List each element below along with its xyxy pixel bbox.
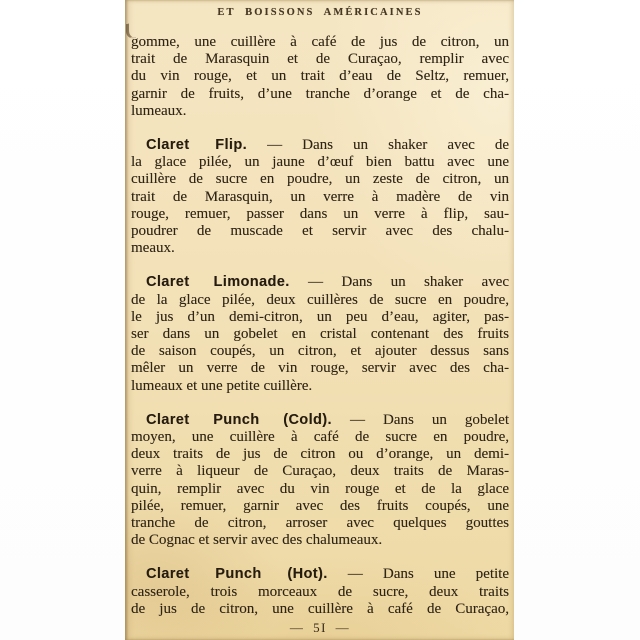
text-line: de Cognac et servir avec des chalumeaux. <box>131 532 383 549</box>
text-line: le jus d’un demi-citron, un peu d’eau, agiter, pas- <box>131 308 509 325</box>
text-line: moyen, une cuillère à café de sucre en poudre, <box>131 429 509 446</box>
text-line: ser dans un gobelet en cristal contenant des fruits <box>131 326 509 343</box>
book-page <box>125 0 514 640</box>
text-line: pilée, remuer, garnir avec des fruits coupés, une <box>131 497 509 514</box>
text-line: trait de Marasquin, un verre à madère de vin <box>131 188 509 205</box>
text-line: deux traits de jus de citron ou d’orange, un demi- <box>131 446 509 463</box>
text-line: lumeaux et une petite cuillère. <box>131 377 313 394</box>
text-line: casserole, trois morceaux de sucre, deux traits <box>131 583 509 600</box>
recipe-heading: Claret Punch (Cold). <box>146 411 332 428</box>
text-line: rouge, remuer, passer dans un verre à flip, sau- <box>131 205 509 222</box>
text-line: cuillère de sucre en poudre, un zeste de citron, un <box>131 171 509 188</box>
page-content <box>125 0 514 640</box>
text-line: tranche de citron, arroser avec quelques gouttes <box>131 515 509 532</box>
text-line: la glace pilée, un jaune d’œuf bien battu avec une <box>131 154 509 171</box>
text-line: Claret Punch (Cold). — Dans un gobelet <box>146 411 509 428</box>
text-line: Claret Flip. — Dans un shaker avec de <box>146 137 510 154</box>
text-line: Claret Punch (Hot). — Dans une petite <box>146 566 509 583</box>
text-line: lumeaux. <box>131 102 187 119</box>
recipe-heading: Claret Limonade. <box>146 274 290 291</box>
paragraph <box>131 137 509 257</box>
text-line: verre à liqueur de Curaçao, deux traits de Maras- <box>131 463 509 480</box>
text-line: de saison coupés, un citron, et ajouter dessus sans <box>131 343 509 360</box>
text-line: de la glace pilée, deux cuillères de sucre en poudre, <box>131 291 509 308</box>
running-header: ET BOISSONS AMÉRICAINES <box>217 7 423 18</box>
text-line: mêler un verre de vin rouge, servir avec des cha- <box>131 360 509 377</box>
paragraph <box>131 566 509 618</box>
paragraph <box>131 274 509 394</box>
text-line: meaux. <box>131 240 175 257</box>
paragraph <box>131 34 509 120</box>
page-number: — 5I — <box>289 620 351 636</box>
recipe-heading: Claret Flip. <box>146 137 248 154</box>
text-line: poudrer de muscade et servir avec des chalu- <box>131 223 509 240</box>
text-line: de jus de citron, une cuillère à café de Curaçao, <box>131 600 509 617</box>
text-line: du vin rouge, et un trait d’eau de Seltz, remuer, <box>131 68 509 85</box>
recipe-heading: Claret Punch (Hot). <box>146 566 328 583</box>
text-line: trait de Marasquin et de Curaçao, remplir avec <box>131 51 509 68</box>
text-line: gomme, une cuillère à café de jus de citron, un <box>131 34 509 50</box>
paragraph <box>131 412 509 550</box>
text-line: garnir de fruits, d’une tranche d’orange et de cha- <box>131 85 509 102</box>
text-block <box>131 34 509 618</box>
text-line: Claret Limonade. — Dans un shaker avec <box>146 274 509 291</box>
text-line: quin, remplir avec du vin rouge et de la glace <box>131 480 509 497</box>
